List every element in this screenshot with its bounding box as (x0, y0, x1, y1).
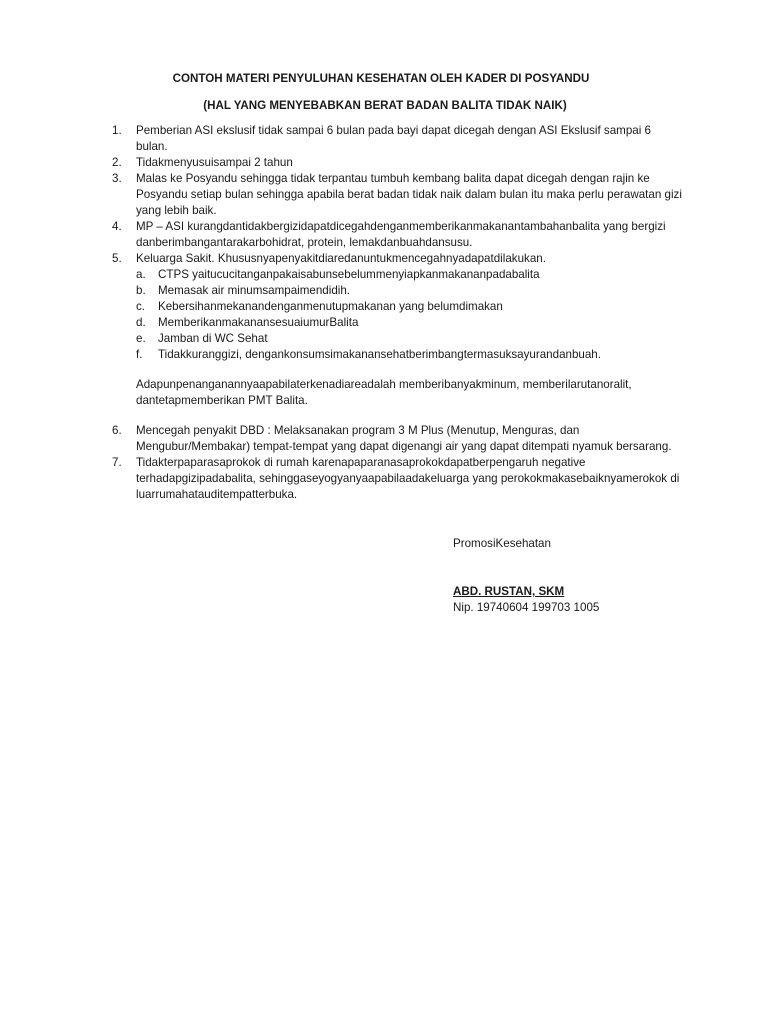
sub-list-letter: b. (136, 284, 146, 297)
sub-list-text: Jamban di WC Sehat (158, 332, 268, 345)
sub-list (112, 267, 682, 363)
list-text: Keluarga Sakit. Khususnyapenyakitdiaredanuntukmencegahnyadapatdilakukan. (136, 252, 546, 265)
list-item (112, 123, 682, 155)
sub-list-letter: c. (136, 300, 146, 313)
sub-list-text: Kebersihanmekanandenganmenutupmakanan yang belumdimakan (158, 300, 503, 313)
list-number: 7. (112, 456, 122, 469)
list-number: 6. (112, 424, 122, 437)
sub-list-letter: f. (136, 348, 143, 361)
list-item (112, 423, 682, 455)
sub-list-item (136, 347, 682, 363)
sub-list-letter: e. (136, 332, 146, 345)
sub-list-item (136, 299, 682, 315)
sub-list-text: Tidakkuranggizi, dengankonsumsimakanansehatberimbangtermasuksayurandanbuah. (158, 348, 601, 361)
list-text: Tidakterpaparasaprokok di rumah karenapaparanasaprokokdapatberpengaruh negative terhadapgizipadabalita, sehinggaseyogyanyaapabilaadakeluarga yang perokokmakasebaiknyamerokok di luarrumahatauditempatterbuka. (136, 456, 680, 501)
sub-list-item (136, 267, 682, 283)
sub-list-text: MemberikanmakanansesuaiumurBalita (158, 316, 359, 329)
list-text: Tidakmenyusuisampai 2 tahun (136, 156, 293, 169)
handling-paragraph: Adapunpenanganannyaapabilaterkenadiareadalah memberibanyakminum, memberilarutanoralit, dantetapmemberikan PMT Balita. (136, 378, 632, 407)
list-item (112, 171, 682, 219)
signature-org: PromosiKesehatan (453, 537, 551, 550)
signature-name: ABD. RUSTAN, SKM (453, 585, 565, 598)
sub-list-text: Memasak air minumsampaimendidih. (158, 284, 351, 297)
list-item (112, 155, 682, 171)
sub-list-item (136, 283, 682, 299)
list-text: Malas ke Posyandu sehingga tidak terpantau tumbuh kembang balita dapat dicegah dengan rajin ke Posyandu setiap bulan sehingga apabila berat badan tidak naik dalam bulan itu maka perlu perawatan gizi yang lebih baik. (136, 172, 682, 217)
sub-list-letter: a. (136, 268, 146, 281)
list-number: 4. (112, 220, 122, 233)
list-number: 5. (112, 252, 122, 265)
list-item (112, 219, 682, 251)
sub-list-text: CTPS yaitucucitanganpakaisabunsebelummenyiapkanmakananpadabalita (158, 268, 540, 281)
sub-list-letter: d. (136, 316, 146, 329)
list-number: 2. (112, 156, 122, 169)
signature-nip: Nip. 19740604 199703 1005 (453, 601, 600, 614)
list-number: 1. (112, 124, 122, 137)
sub-list-item (136, 315, 682, 331)
list-item (112, 455, 682, 503)
list-text: Pemberian ASI ekslusif tidak sampai 6 bulan pada bayi dapat dicegah dengan ASI Ekslusif sampai 6 bulan. (136, 124, 651, 153)
list-item (112, 251, 682, 267)
list-text: Mencegah penyakit DBD : Melaksanakan program 3 M Plus (Menutup, Menguras, dan Mengubur/Membakar) tempat-tempat yang dapat digenangi air yang dapat ditempati nyamuk bersarang. (136, 424, 672, 453)
sub-list-item (136, 331, 682, 347)
document-subtitle: (HAL YANG MENYEBABKAN BERAT BADAN BALITA TIDAK NAIK) (203, 99, 567, 112)
list-number: 3. (112, 172, 122, 185)
list-text: MP – ASI kurangdantidakbergizidapatdicegahdenganmemberikanmakanantambahanbalita yang bergizi danberimbangantarakarbohidrat, protein, lemakdanbuahdansusu. (136, 220, 666, 249)
document-title: CONTOH MATERI PENYULUHAN KESEHATAN OLEH KADER DI POSYANDU (172, 72, 590, 85)
numbered-list (112, 123, 682, 503)
